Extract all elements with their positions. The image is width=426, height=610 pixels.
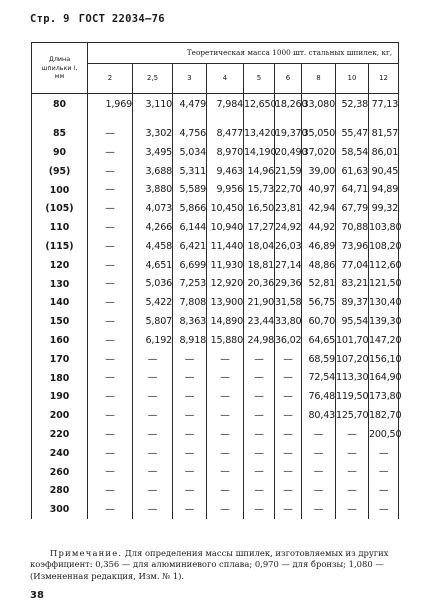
mass-cell: 6,699 — [173, 256, 207, 275]
mass-cell: — — [173, 500, 207, 519]
mass-table — [31, 42, 402, 519]
standard-code: ГОСТ 22034—76 — [78, 13, 165, 25]
mass-cell: 147,20 — [369, 331, 399, 350]
mass-cell: 60,70 — [302, 312, 336, 331]
mass-cell: — — [207, 482, 244, 501]
mass-cell: — — [302, 482, 336, 501]
mass-cell: 33,80 — [275, 312, 302, 331]
mass-cell: 35,050 — [302, 125, 336, 144]
mass-cell: 89,37 — [336, 294, 369, 313]
mass-cell: 23,81 — [275, 200, 302, 219]
table-body — [32, 94, 402, 520]
length-cell: 190 — [32, 388, 88, 407]
mass-cell: 130,40 — [369, 294, 399, 313]
length-cell: 140 — [32, 294, 88, 313]
note-line-3: (Измененная редакция, Изм. № 1). — [30, 570, 185, 581]
mass-cell: 39,00 — [302, 162, 336, 181]
diameter-header: 5 — [244, 64, 275, 94]
mass-cell: 4,266 — [133, 218, 173, 237]
mass-cell: 125,70 — [336, 406, 369, 425]
mass-cell: 8,363 — [173, 312, 207, 331]
mass-cell: 37,020 — [302, 143, 336, 162]
table-row — [32, 94, 399, 125]
mass-cell: 20,36 — [244, 275, 275, 294]
mass-cell: 11,930 — [207, 256, 244, 275]
mass-cell: 10,450 — [207, 200, 244, 219]
mass-cell: 27,14 — [275, 256, 302, 275]
mass-cell: 103,80 — [369, 218, 399, 237]
mass-cell: 72,54 — [302, 369, 336, 388]
mass-cell: — — [244, 406, 275, 425]
length-cell: 120 — [32, 256, 88, 275]
mass-cell: — — [207, 369, 244, 388]
table-row — [32, 125, 399, 144]
mass-cell: 46,89 — [302, 237, 336, 256]
mass-cell: — — [369, 444, 399, 463]
mass-cell: — — [369, 500, 399, 519]
mass-cell: 20,490 — [275, 143, 302, 162]
table-row — [32, 218, 399, 237]
mass-cell: 77,04 — [336, 256, 369, 275]
mass-cell: 22,70 — [275, 181, 302, 200]
mass-cell: 70,88 — [336, 218, 369, 237]
mass-cell: — — [133, 406, 173, 425]
mass-cell: 173,80 — [369, 388, 399, 407]
mass-cell: — — [88, 463, 133, 482]
mass-cell: 9,956 — [207, 181, 244, 200]
mass-cell: 55,47 — [336, 125, 369, 144]
mass-cell: — — [133, 482, 173, 501]
mass-cell: 14,890 — [207, 312, 244, 331]
mass-cell: — — [88, 200, 133, 219]
table-row — [32, 162, 399, 181]
mass-cell: 14,96 — [244, 162, 275, 181]
mass-cell: — — [173, 425, 207, 444]
mass-cell: 200,50 — [369, 425, 399, 444]
mass-cell: — — [88, 425, 133, 444]
mass-cell: 139,30 — [369, 312, 399, 331]
mass-cell: 4,651 — [133, 256, 173, 275]
mass-cell: — — [88, 162, 133, 181]
mass-cell: — — [302, 463, 336, 482]
mass-cell: 68,59 — [302, 350, 336, 369]
diameter-header: 8 — [302, 64, 336, 94]
mass-cell: — — [88, 312, 133, 331]
mass-cell: — — [88, 406, 133, 425]
mass-cell: — — [336, 425, 369, 444]
mass-cell: 119,50 — [336, 388, 369, 407]
mass-cell: — — [302, 444, 336, 463]
mass-cell: 83,21 — [336, 275, 369, 294]
mass-cell: — — [244, 482, 275, 501]
diameter-header-row — [32, 64, 399, 94]
mass-cell: — — [244, 350, 275, 369]
mass-cell: — — [88, 388, 133, 407]
mass-cell: 90,45 — [369, 162, 399, 181]
mass-cell: 19,370 — [275, 125, 302, 144]
mass-cell: 61,63 — [336, 162, 369, 181]
mass-cell: — — [88, 218, 133, 237]
length-header-line: шпильки l, — [41, 63, 78, 72]
table-row — [32, 256, 399, 275]
note-label: Примечание. — [50, 548, 123, 558]
mass-cell: — — [244, 425, 275, 444]
mass-cell: — — [133, 369, 173, 388]
mass-cell: — — [173, 406, 207, 425]
mass-cell: 6,421 — [173, 237, 207, 256]
length-cell: 200 — [32, 406, 88, 425]
mass-cell: — — [244, 500, 275, 519]
length-cell: 180 — [32, 369, 88, 388]
mass-cell: 44,92 — [302, 218, 336, 237]
length-cell: 220 — [32, 425, 88, 444]
mass-cell: 64,65 — [302, 331, 336, 350]
mass-cell: 18,04 — [244, 237, 275, 256]
diameter-header: 12 — [369, 64, 399, 94]
mass-cell: — — [88, 143, 133, 162]
length-header-line: мм — [54, 72, 65, 81]
length-header — [32, 43, 88, 94]
mass-cell: 6,144 — [173, 218, 207, 237]
mass-cell: — — [369, 463, 399, 482]
mass-cell: 56,75 — [302, 294, 336, 313]
mass-cell: 64,71 — [336, 181, 369, 200]
table-row — [32, 312, 399, 331]
mass-cell: — — [275, 406, 302, 425]
mass-cell: — — [173, 369, 207, 388]
mass-cell: 3,110 — [133, 94, 173, 125]
mass-cell: — — [207, 425, 244, 444]
mass-cell: — — [244, 388, 275, 407]
mass-cell: 4,458 — [133, 237, 173, 256]
mass-cell: 107,20 — [336, 350, 369, 369]
diameter-header: 10 — [336, 64, 369, 94]
mass-cell: 182,70 — [369, 406, 399, 425]
length-cell: 85 — [32, 125, 88, 144]
length-cell: 170 — [32, 350, 88, 369]
mass-cell: 86,01 — [369, 143, 399, 162]
mass-cell: 10,940 — [207, 218, 244, 237]
mass-cell: 73,96 — [336, 237, 369, 256]
mass-cell: 29,36 — [275, 275, 302, 294]
length-cell: 280 — [32, 482, 88, 501]
mass-cell: — — [244, 444, 275, 463]
mass-cell: 24,98 — [244, 331, 275, 350]
mass-cell: — — [133, 463, 173, 482]
length-cell: 160 — [32, 331, 88, 350]
table-row — [32, 500, 399, 519]
length-cell: 100 — [32, 181, 88, 200]
mass-cell: 95,54 — [336, 312, 369, 331]
mass-cell: 3,495 — [133, 143, 173, 162]
mass-cell: — — [275, 388, 302, 407]
table-row — [32, 350, 399, 369]
mass-cell: 9,463 — [207, 162, 244, 181]
mass-cell: 21,90 — [244, 294, 275, 313]
length-cell: 150 — [32, 312, 88, 331]
mass-cell: 48,86 — [302, 256, 336, 275]
mass-cell: — — [88, 237, 133, 256]
mass-cell: — — [173, 350, 207, 369]
mass-cell: 112,60 — [369, 256, 399, 275]
length-cell: 130 — [32, 275, 88, 294]
mass-cell: 1,969 — [88, 94, 133, 125]
mass-cell: — — [336, 444, 369, 463]
mass-cell: — — [88, 181, 133, 200]
mass-cell: 12,920 — [207, 275, 244, 294]
table-row — [32, 294, 399, 313]
mass-cell: — — [275, 369, 302, 388]
length-cell: (115) — [32, 237, 88, 256]
table-row — [32, 181, 399, 200]
mass-cell: 5,422 — [133, 294, 173, 313]
mass-cell: 4,479 — [173, 94, 207, 125]
mass-cell: 21,59 — [275, 162, 302, 181]
mass-cell: — — [275, 500, 302, 519]
mass-cell: 18,260 — [275, 94, 302, 125]
mass-cell: 99,32 — [369, 200, 399, 219]
mass-cell: 26,03 — [275, 237, 302, 256]
page-label: Стр. 9 — [30, 13, 70, 25]
mass-cell: 76,48 — [302, 388, 336, 407]
mass-cell: 121,50 — [369, 275, 399, 294]
mass-cell: 42,94 — [302, 200, 336, 219]
mass-cell: 33,080 — [302, 94, 336, 125]
mass-cell: 24,92 — [275, 218, 302, 237]
table-row — [32, 237, 399, 256]
table-row — [32, 369, 399, 388]
mass-cell: 52,38 — [336, 94, 369, 125]
mass-cell: 5,807 — [133, 312, 173, 331]
mass-cell: — — [88, 350, 133, 369]
mass-cell: — — [336, 500, 369, 519]
mass-cell: 5,036 — [133, 275, 173, 294]
mass-cell: 8,477 — [207, 125, 244, 144]
mass-cell: 3,880 — [133, 181, 173, 200]
table-row — [32, 388, 399, 407]
mass-cell: 4,756 — [173, 125, 207, 144]
mass-cell: — — [336, 463, 369, 482]
mass-cell: 36,02 — [275, 331, 302, 350]
mass-cell: 4,073 — [133, 200, 173, 219]
mass-cell: 7,808 — [173, 294, 207, 313]
table-row — [32, 143, 399, 162]
mass-cell: — — [88, 482, 133, 501]
mass-cell: — — [275, 463, 302, 482]
table-row — [32, 425, 399, 444]
note-line-2: коэффициент: 0,356 — для алюминиевого сплава; 0,970 — для бронзы; 1,080 — — [30, 559, 384, 570]
mass-cell: 94,89 — [369, 181, 399, 200]
mass-cell: — — [207, 463, 244, 482]
mass-cell: — — [207, 444, 244, 463]
length-cell: 260 — [32, 463, 88, 482]
mass-cell: — — [207, 406, 244, 425]
mass-cell: 7,253 — [173, 275, 207, 294]
mass-cell: — — [173, 463, 207, 482]
mass-cell: — — [207, 350, 244, 369]
mass-cell: 156,10 — [369, 350, 399, 369]
mass-cell: — — [88, 294, 133, 313]
mass-cell: 52,81 — [302, 275, 336, 294]
length-cell: 90 — [32, 143, 88, 162]
mass-cell: — — [275, 350, 302, 369]
mass-cell: — — [88, 444, 133, 463]
mass-cell: 8,970 — [207, 143, 244, 162]
length-cell: 240 — [32, 444, 88, 463]
table-row — [32, 482, 399, 501]
mass-cell: — — [275, 444, 302, 463]
mass-cell: 13,420 — [244, 125, 275, 144]
diameter-header: 3 — [173, 64, 207, 94]
mass-cell: — — [88, 500, 133, 519]
mass-cell: — — [88, 369, 133, 388]
mass-cell: — — [275, 482, 302, 501]
mass-cell: 101,70 — [336, 331, 369, 350]
mass-cell: — — [207, 388, 244, 407]
mass-cell: 23,44 — [244, 312, 275, 331]
mass-cell: 77,13 — [369, 94, 399, 125]
mass-cell: 18,81 — [244, 256, 275, 275]
mass-cell: — — [133, 444, 173, 463]
mass-cell: 113,30 — [336, 369, 369, 388]
mass-cell: 17,27 — [244, 218, 275, 237]
mass-cell: — — [88, 125, 133, 144]
mass-cell: 5,034 — [173, 143, 207, 162]
table-row — [32, 463, 399, 482]
page-number: 38 — [30, 590, 44, 601]
mass-cell: — — [133, 388, 173, 407]
mass-cell: — — [133, 425, 173, 444]
mass-cell: 108,20 — [369, 237, 399, 256]
diameter-header: 2 — [88, 64, 133, 94]
mass-cell: 80,43 — [302, 406, 336, 425]
diameter-header: 4 — [207, 64, 244, 94]
mass-cell: 15,73 — [244, 181, 275, 200]
mass-cell: 13,900 — [207, 294, 244, 313]
length-cell: (95) — [32, 162, 88, 181]
page-header — [30, 13, 174, 25]
note — [30, 548, 402, 582]
mass-cell: — — [133, 350, 173, 369]
mass-cell: 6,192 — [133, 331, 173, 350]
mass-cell: 58,54 — [336, 143, 369, 162]
table-row — [32, 200, 399, 219]
table-row — [32, 331, 399, 350]
mass-cell: — — [88, 256, 133, 275]
length-cell: (105) — [32, 200, 88, 219]
mass-cell: 67,79 — [336, 200, 369, 219]
mass-cell: 40,97 — [302, 181, 336, 200]
mass-cell: — — [336, 482, 369, 501]
mass-cell: — — [88, 275, 133, 294]
mass-cell: 11,440 — [207, 237, 244, 256]
mass-cell: 5,866 — [173, 200, 207, 219]
mass-cell: 15,880 — [207, 331, 244, 350]
mass-cell: — — [244, 369, 275, 388]
table-row — [32, 406, 399, 425]
mass-cell: — — [302, 500, 336, 519]
mass-cell: 164,90 — [369, 369, 399, 388]
length-cell: 110 — [32, 218, 88, 237]
mass-cell: 5,589 — [173, 181, 207, 200]
mass-cell: 81,57 — [369, 125, 399, 144]
mass-cell: — — [302, 425, 336, 444]
mass-cell: 8,918 — [173, 331, 207, 350]
mass-cell: 3,688 — [133, 162, 173, 181]
length-cell: 300 — [32, 500, 88, 519]
mass-cell: — — [275, 425, 302, 444]
mass-cell: — — [88, 331, 133, 350]
mass-cell: — — [244, 463, 275, 482]
mass-cell: — — [173, 388, 207, 407]
mass-cell: — — [133, 500, 173, 519]
note-text: Для определения массы шпилек, изготовляемых из других — [124, 548, 389, 558]
mass-cell: 7,984 — [207, 94, 244, 125]
mass-cell: — — [369, 482, 399, 501]
mass-cell: — — [173, 482, 207, 501]
mass-cell: — — [173, 444, 207, 463]
diameter-header: 6 — [275, 64, 302, 94]
diameter-header: 2,5 — [133, 64, 173, 94]
table-row — [32, 444, 399, 463]
mass-cell: 31,58 — [275, 294, 302, 313]
length-header-line: Длина — [48, 55, 71, 64]
mass-cell: 12,650 — [244, 94, 275, 125]
mass-header: Теоретическая масса 1000 шт. стальных шпилек, кг, — [88, 43, 399, 64]
mass-cell: — — [207, 500, 244, 519]
mass-cell: 14,190 — [244, 143, 275, 162]
mass-cell: 3,302 — [133, 125, 173, 144]
length-cell: 80 — [32, 94, 88, 125]
mass-cell: 5,311 — [173, 162, 207, 181]
note-line-1 — [30, 548, 402, 559]
table-row — [32, 275, 399, 294]
mass-cell: 16,50 — [244, 200, 275, 219]
